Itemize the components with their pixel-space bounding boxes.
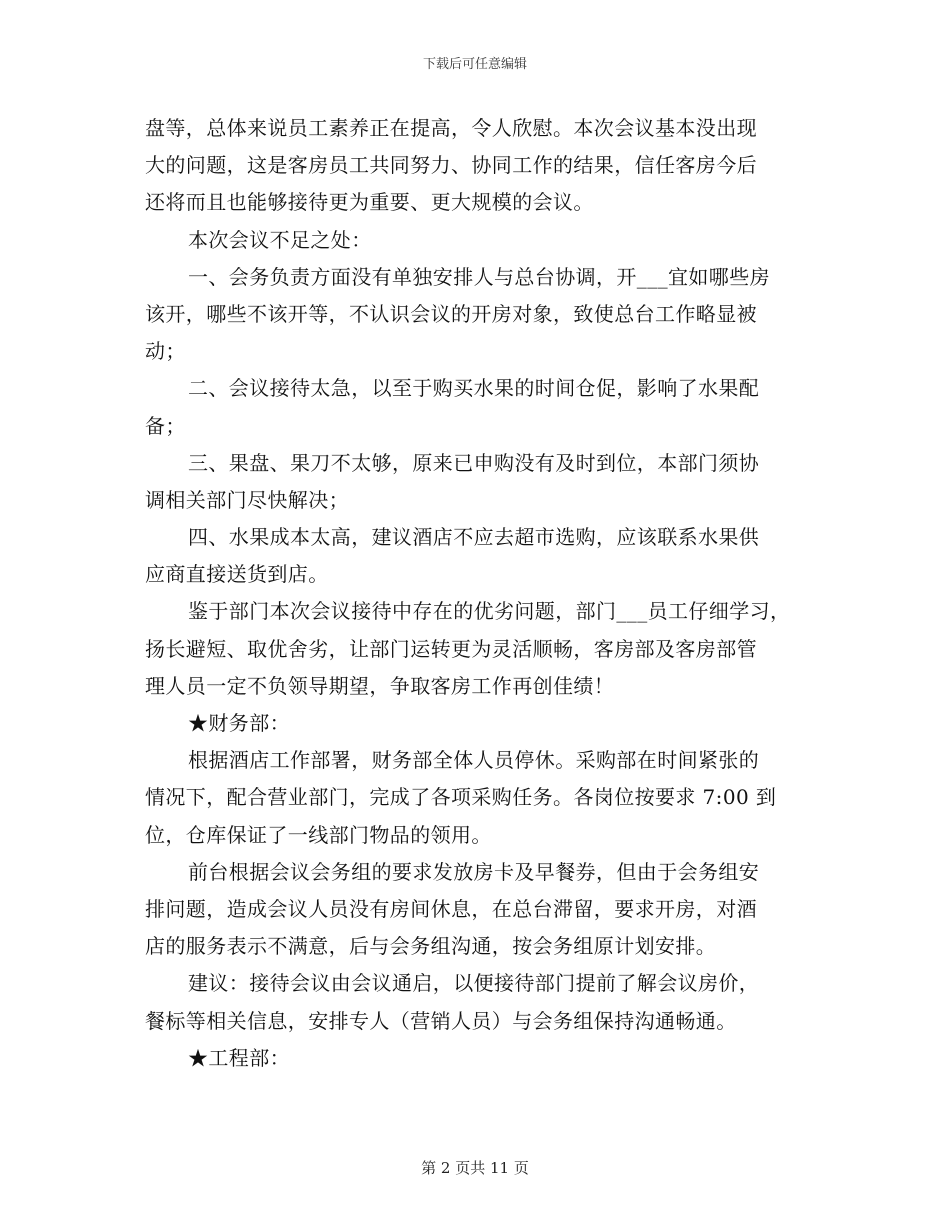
paragraph-line: 还将而且也能够接待更为重要、更大规模的会议。 [145, 190, 594, 215]
document-body [145, 110, 810, 1077]
paragraph-line: 一、会务负责方面没有单独安排人与总台协调，开___宜如哪些房 [188, 264, 770, 289]
paragraph-line: ★工程部： [188, 1045, 290, 1070]
paragraph-line: 本次会议不足之处： [188, 227, 372, 252]
paragraph-line: 建议：接待会议由会议通启，以便接待部门提前了解会议房价， [188, 971, 760, 996]
paragraph-line: 店的服务表示不满意，后与会务组沟通，按会务组原计划安排。 [145, 934, 717, 959]
paragraph-line: 该开，哪些不该开等，不认识会议的开房对象，致使总台工作略显被 [145, 301, 757, 326]
paragraph-line: 二、会议接待太急，以至于购买水果的时间仓促，影响了水果配 [188, 376, 760, 401]
paragraph-line: 动； [145, 339, 186, 364]
paragraph-line: 位，仓库保证了一线部门物品的领用。 [145, 822, 492, 847]
page-header: 下载后可任意编辑 [422, 57, 527, 72]
paragraph-line: 四、水果成本太高，建议酒店不应去超市选购，应该联系水果供 [188, 525, 760, 550]
paragraph-line: 排问题，造成会议人员没有房间休息，在总台滞留，要求开房，对酒 [145, 896, 757, 921]
page-number: 第 2 页共 11 页 [421, 1159, 529, 1177]
paragraph-line: 备； [145, 413, 186, 438]
paragraph-line: 应商直接送货到店。 [145, 562, 329, 587]
paragraph-line: 三、果盘、果刀不太够，原来已申购没有及时到位，本部门须协 [188, 450, 760, 475]
paragraph-line: 情况下，配合营业部门，完成了各项采购任务。各岗位按要求 7:00 到 [145, 785, 777, 810]
paragraph-line: 扬长避短、取优舍劣，让部门运转更为灵活顺畅，客房部及客房部管 [145, 636, 757, 661]
paragraph-line: 餐标等相关信息，安排专人（营销人员）与会务组保持沟通畅通。 [145, 1008, 737, 1033]
paragraph-line: 盘等，总体来说员工素养正在提高，令人欣慰。本次会议基本没出现 [145, 116, 757, 140]
paragraph-line: 调相关部门尽快解决； [145, 487, 349, 512]
paragraph-line: 根据酒店工作部署，财务部全体人员停休。采购部在时间紧张的 [188, 748, 760, 773]
paragraph-line: 大的问题，这是客房员工共同努力、协同工作的结果，信任客房今后 [145, 153, 757, 178]
paragraph-line: ★财务部： [188, 711, 290, 735]
paragraph-line: 鉴于部门本次会议接待中存在的优劣问题，部门___员工仔细学习， [188, 599, 791, 624]
paragraph-line: 理人员一定不负领导期望，争取客房工作再创佳绩！ [145, 673, 615, 698]
paragraph-line: 前台根据会议会务组的要求发放房卡及早餐券，但由于会务组安 [188, 859, 760, 884]
